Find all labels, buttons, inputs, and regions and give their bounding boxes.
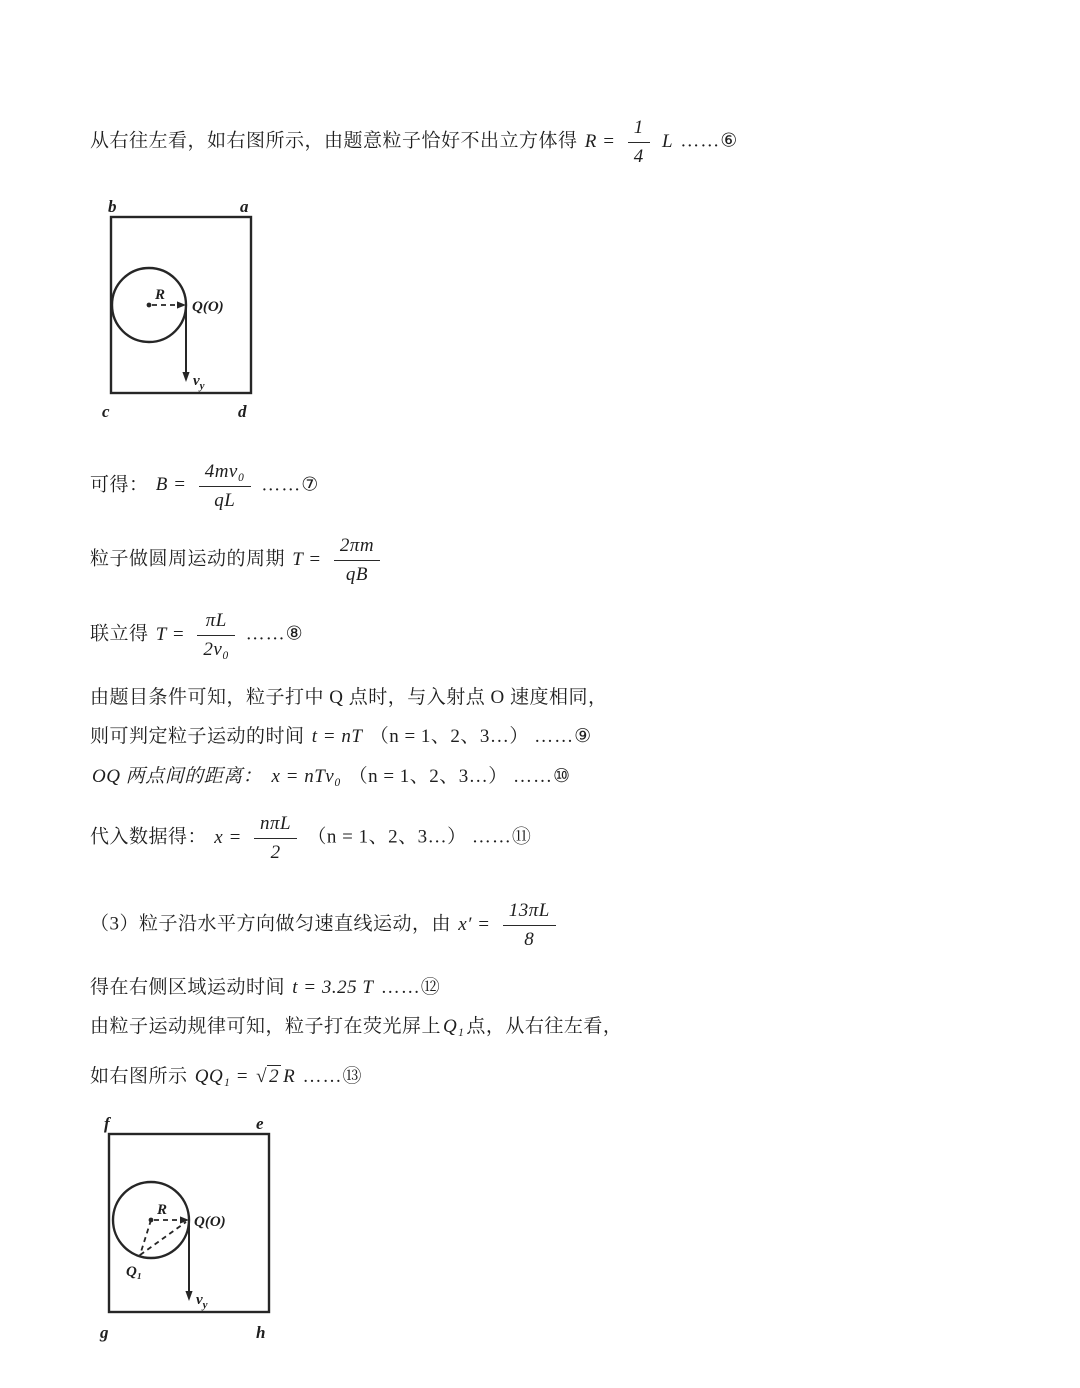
fraction-numerator: nπL bbox=[254, 812, 297, 839]
velocity-symbol: v bbox=[196, 1292, 203, 1309]
step6-lhs: R = bbox=[584, 130, 616, 152]
fraction-numerator: πL bbox=[197, 609, 235, 636]
velocity-subscript: y bbox=[199, 379, 205, 392]
step12-line bbox=[90, 974, 1020, 1002]
sqrt-icon: √ bbox=[256, 1065, 268, 1087]
step8-fraction bbox=[197, 609, 235, 662]
step10-label: OQ 两点间的距离： bbox=[92, 765, 263, 787]
step13-line-1 bbox=[90, 1013, 1020, 1041]
fraction-denominator: 4 bbox=[633, 145, 644, 167]
step6-variable: L bbox=[661, 130, 674, 152]
step11-fraction bbox=[254, 812, 297, 865]
step12-tag: ……⑫ bbox=[380, 976, 441, 998]
step10-tag: ……⑩ bbox=[513, 765, 572, 787]
velocity-symbol: v bbox=[193, 372, 200, 389]
step10-math: x = nTv₀ bbox=[271, 765, 342, 787]
step11-tag: ……⑪ bbox=[471, 827, 532, 849]
period-fraction bbox=[334, 534, 380, 587]
step11-range: （n = 1、2、3…） bbox=[307, 827, 467, 849]
entry-point-label: Q(O) bbox=[194, 1214, 226, 1231]
fraction-denominator: 2v₀ bbox=[203, 638, 230, 660]
period-lhs: T = bbox=[292, 549, 322, 571]
step11-lhs: x = bbox=[214, 827, 242, 849]
step13-rest: 点，从右往左看， bbox=[466, 1016, 623, 1038]
step13-tag: ……⑬ bbox=[302, 1065, 363, 1087]
step6-text: 从右往左看，如右图所示，由题意粒子恰好不出立方体得 bbox=[90, 130, 578, 152]
fraction-denominator: 8 bbox=[524, 928, 535, 950]
step13-line-2 bbox=[90, 1063, 1020, 1091]
corner-a-label: a bbox=[240, 198, 249, 216]
velocity-label bbox=[193, 373, 205, 392]
fraction-denominator: 2 bbox=[270, 842, 281, 864]
step13b-rhs: R bbox=[283, 1065, 296, 1087]
step8-line bbox=[90, 609, 1020, 662]
step8-lhs: T = bbox=[155, 623, 186, 645]
step13b-text: 如右图所示 bbox=[90, 1065, 188, 1087]
radius-arrowhead-icon bbox=[177, 301, 186, 308]
period-line bbox=[90, 534, 1020, 587]
corner-g-label: g bbox=[100, 1323, 109, 1343]
figure-right-view-2-svg bbox=[98, 1116, 294, 1344]
radius-label: R bbox=[157, 1202, 168, 1219]
corner-c-label: c bbox=[102, 401, 110, 421]
figure-right-view-1-svg bbox=[98, 199, 274, 421]
figure-right-view-2 bbox=[98, 1116, 1020, 1349]
step8-label: 联立得 bbox=[90, 623, 149, 645]
step13-q1: Q₁ bbox=[443, 1016, 465, 1038]
step6-fraction bbox=[628, 116, 650, 169]
part3-fraction bbox=[503, 899, 556, 952]
fraction-denominator: qB bbox=[345, 564, 368, 586]
velocity-arrowhead-icon bbox=[185, 1291, 192, 1301]
corner-h-label: h bbox=[256, 1323, 266, 1343]
q1-point-label: Q₁ bbox=[126, 1264, 143, 1281]
period-text: 粒子做圆周运动的周期 bbox=[90, 549, 286, 571]
fraction-numerator: 4mv₀ bbox=[199, 460, 251, 487]
fraction-numerator: 1 bbox=[628, 116, 650, 143]
step9-math: t = nT bbox=[311, 726, 363, 748]
step9-line-2 bbox=[90, 723, 1020, 751]
figure-right-view-1 bbox=[98, 199, 1020, 426]
step9-line-1: 由题目条件可知，粒子打中 Q 点时，与入射点 O 速度相同， bbox=[90, 686, 608, 708]
step10-line bbox=[90, 763, 1020, 791]
corner-f-label: f bbox=[104, 1116, 110, 1134]
entry-point-label: Q(O) bbox=[192, 298, 224, 315]
step9-tag: ……⑨ bbox=[534, 726, 593, 748]
part3-lhs: x′ = bbox=[458, 913, 491, 935]
step7-line bbox=[90, 460, 1020, 513]
step7-lhs: B = bbox=[155, 474, 187, 496]
step13b-lhs: QQ₁ = bbox=[194, 1065, 249, 1087]
step7-label: 可得： bbox=[90, 474, 149, 496]
q1-radius-dashed-line bbox=[140, 1220, 151, 1255]
corner-e-label: e bbox=[256, 1116, 264, 1134]
velocity-subscript: y bbox=[202, 1299, 208, 1312]
part3-text: （3）粒子沿水平方向做匀速直线运动，由 bbox=[90, 913, 452, 935]
velocity-arrowhead-icon bbox=[182, 372, 189, 382]
sqrt-radicand: 2 bbox=[269, 1065, 280, 1087]
step8-tag: ……⑧ bbox=[245, 623, 304, 645]
step9-range: （n = 1、2、3…） bbox=[369, 726, 529, 748]
corner-b-label: b bbox=[108, 198, 117, 216]
step6-line bbox=[90, 116, 1020, 169]
step7-fraction bbox=[199, 460, 251, 513]
qq1-chord-dashed-line bbox=[140, 1222, 186, 1255]
step7-tag: ……⑦ bbox=[261, 474, 320, 496]
step10-range: （n = 1、2、3…） bbox=[348, 765, 508, 787]
fraction-numerator: 13πL bbox=[503, 899, 556, 926]
velocity-label bbox=[196, 1292, 208, 1311]
corner-d-label: d bbox=[238, 401, 247, 421]
fraction-denominator: qL bbox=[214, 489, 236, 511]
circle-center-dot bbox=[147, 302, 152, 307]
part3-line bbox=[90, 899, 1020, 952]
radius-label: R bbox=[155, 286, 166, 303]
step11-label: 代入数据得： bbox=[90, 827, 208, 849]
fraction-numerator: 2πm bbox=[334, 534, 380, 561]
step9-text: 则可判定粒子运动的时间 bbox=[90, 726, 305, 748]
step6-tag: ……⑥ bbox=[680, 130, 739, 152]
step12-math: t = 3.25 T bbox=[292, 976, 374, 998]
step11-line bbox=[90, 812, 1020, 865]
step13-text: 由粒子运动规律可知，粒子打在荧光屏上 bbox=[90, 1016, 442, 1038]
step12-text: 得在右侧区域运动时间 bbox=[90, 976, 286, 998]
